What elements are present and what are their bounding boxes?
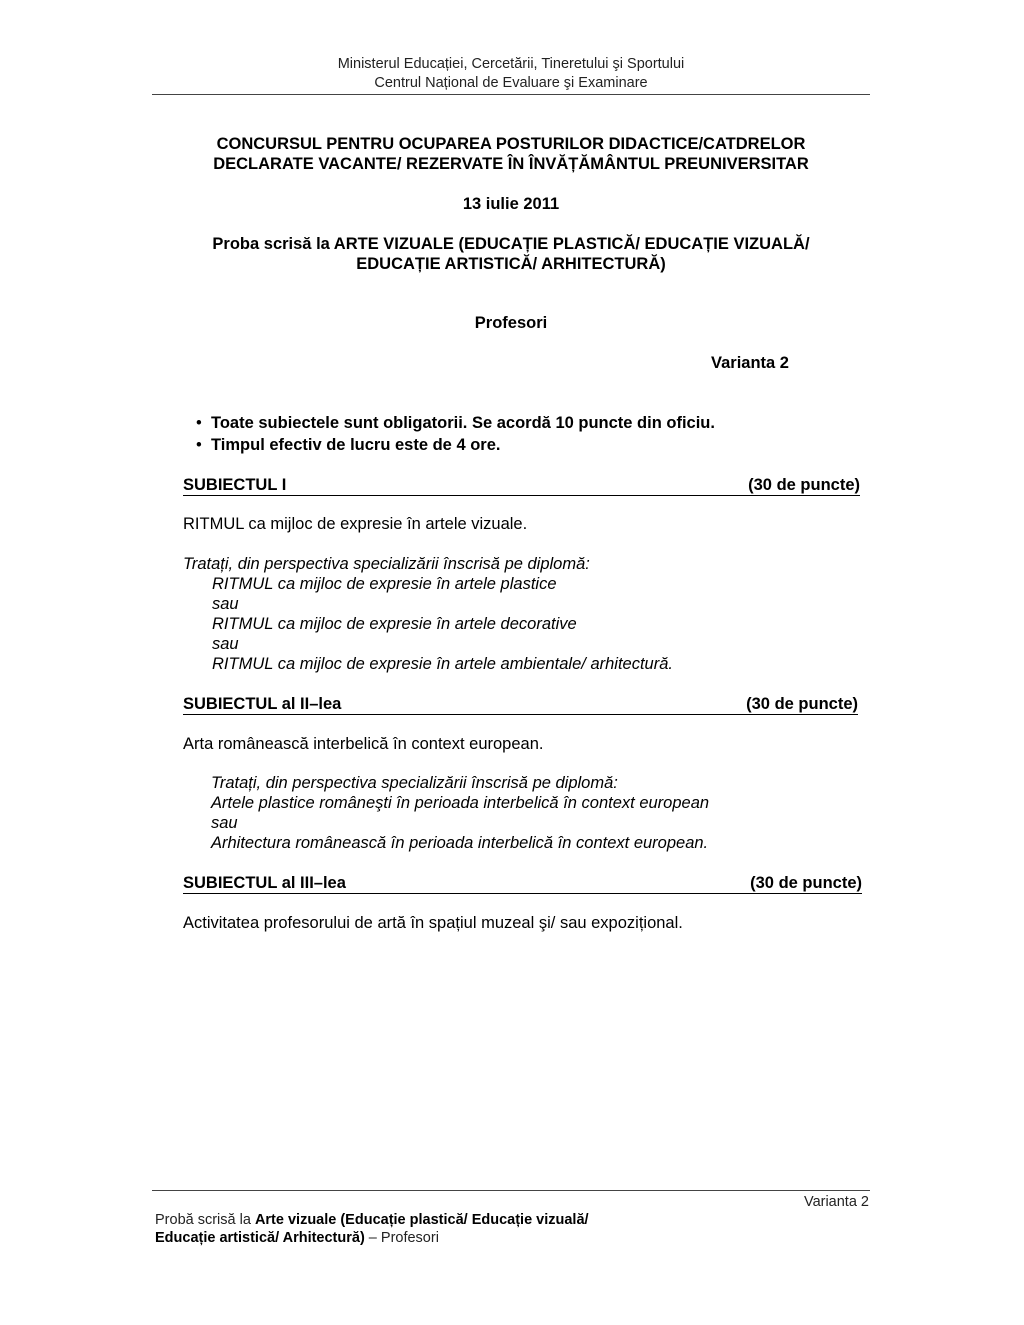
subject-1-or-1: sau bbox=[212, 595, 239, 613]
footer-prefix: Probă scrisă la bbox=[155, 1212, 255, 1228]
footer-subject-2: Educație artistică/ Arhitectură) bbox=[155, 1230, 365, 1246]
proba-line-2: EDUCAȚIE ARTISTICĂ/ ARHITECTURĂ) bbox=[356, 255, 666, 273]
subject-1-topic: RITMUL ca mijloc de expresie în artele vizuale. bbox=[183, 515, 528, 533]
subject-1-underline bbox=[183, 495, 860, 496]
subject-2-label: SUBIECTUL al II–lea bbox=[183, 695, 342, 713]
footer-suffix: – Profesori bbox=[364, 1230, 439, 1246]
instruction-item bbox=[196, 414, 715, 433]
subject-1-option-2: RITMUL ca mijloc de expresie în artele decorative bbox=[212, 615, 577, 633]
subject-1-or-2: sau bbox=[212, 635, 239, 653]
subject-1-option-1: RITMUL ca mijloc de expresie în artele plastice bbox=[212, 575, 557, 593]
variant-label: Varianta 2 bbox=[711, 354, 789, 372]
subject-2-or-1: sau bbox=[211, 814, 238, 832]
instruction-item bbox=[196, 436, 501, 455]
subject-2-points: (30 de puncte) bbox=[746, 695, 858, 713]
instruction-text: Timpul efectiv de lucru este de 4 ore. bbox=[211, 436, 501, 454]
subject-2-intro: Tratați, din perspectiva specializării înscrisă pe diplomă: bbox=[211, 774, 618, 792]
footer-subject-1: Arte vizuale (Educație plastică/ Educație vizuală/ bbox=[254, 1212, 589, 1228]
subject-2-topic: Arta românească interbelică în context european. bbox=[183, 735, 544, 753]
header-ministry: Ministerul Educației, Cercetării, Tineretului şi Sportului bbox=[337, 56, 685, 72]
bullet-icon: • bbox=[196, 436, 202, 454]
subject-3-points: (30 de puncte) bbox=[750, 874, 862, 892]
audience: Profesori bbox=[474, 314, 548, 332]
subject-3-heading bbox=[183, 874, 862, 896]
subject-3-topic: Activitatea profesorului de artă în spațiul muzeal şi/ sau expozițional. bbox=[183, 914, 683, 932]
title-line-2: DECLARATE VACANTE/ REZERVATE ÎN ÎNVĂȚĂMÂNTUL PREUNIVERSITAR bbox=[213, 155, 809, 173]
footer-divider bbox=[152, 1190, 870, 1191]
subject-2-underline bbox=[183, 714, 858, 715]
subject-2-option-2: Arhitectura românească în perioada interbelică în context european. bbox=[211, 834, 709, 852]
instruction-text: Toate subiectele sunt obligatorii. Se acordă 10 puncte din oficiu. bbox=[211, 414, 715, 432]
header-divider bbox=[152, 94, 870, 95]
bullet-icon: • bbox=[196, 414, 202, 432]
subject-1-option-3: RITMUL ca mijloc de expresie în artele ambientale/ arhitectură. bbox=[212, 655, 673, 673]
footer-line-1 bbox=[155, 1212, 589, 1228]
footer-variant: Varianta 2 bbox=[803, 1194, 869, 1210]
exam-date: 13 iulie 2011 bbox=[462, 195, 560, 213]
subject-3-underline bbox=[183, 893, 862, 894]
subject-1-label: SUBIECTUL I bbox=[183, 476, 287, 494]
header-center: Centrul Național de Evaluare şi Examinare bbox=[374, 75, 648, 91]
subject-2-heading bbox=[183, 695, 858, 717]
subject-1-intro: Tratați, din perspectiva specializării înscrisă pe diplomă: bbox=[183, 555, 590, 573]
subject-1-heading bbox=[183, 476, 860, 498]
footer-line-2 bbox=[155, 1230, 439, 1246]
subject-3-label: SUBIECTUL al III–lea bbox=[183, 874, 346, 892]
subject-2-option-1: Artele plastice româneşti în perioada interbelică în context european bbox=[211, 794, 710, 812]
subject-1-points: (30 de puncte) bbox=[748, 476, 860, 494]
proba-line-1: Proba scrisă la ARTE VIZUALE (EDUCAȚIE PLASTICĂ/ EDUCAȚIE VIZUALĂ/ bbox=[212, 235, 810, 253]
title-line-1: CONCURSUL PENTRU OCUPAREA POSTURILOR DIDACTICE/CATDRELOR bbox=[216, 135, 806, 153]
